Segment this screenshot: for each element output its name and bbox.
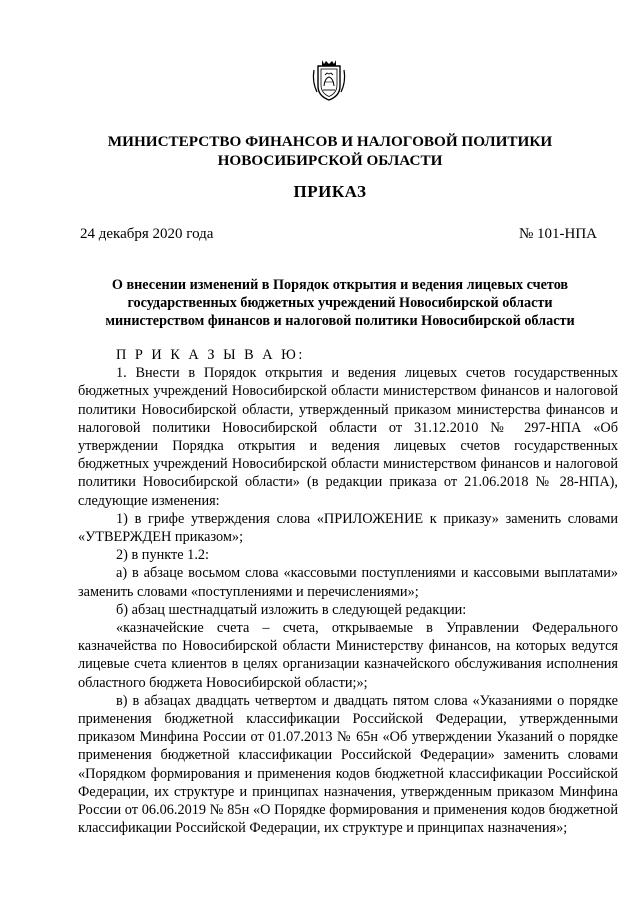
document-subject — [60, 276, 620, 330]
subject-line-1: О внесении изменений в Порядок открытия и ведения лицевых счетов — [111, 277, 569, 293]
subject-line-3: министерством финансов и налоговой политики Новосибирской области — [105, 313, 575, 329]
decree-word: П Р И К А З Ы В А Ю: — [116, 347, 305, 363]
paragraph-quoted-definition: «казначейские счета – счета, открываемые в Управлении Федерального казначейства по Новосибирской области Министерству финансов, на которых ведутся лицевые счета клиентов в целях организации казначейского обслуживания исполнения областного бюджета Новосибирской области;»; — [78, 620, 618, 691]
paragraph-item-1-2: 2) в пункте 1.2: — [116, 547, 210, 564]
document-date: 24 декабря 2020 года — [80, 226, 214, 242]
paragraph-item-1-1: 1) в грифе утверждения слова «ПРИЛОЖЕНИЕ к приказу» заменить словами «УТВЕРЖДЕН приказом»; — [78, 510, 618, 546]
ministry-name-line-2: НОВОСИБИРСКОЙ ОБЛАСТИ — [217, 152, 443, 169]
subject-line-2: государственных бюджетных учреждений Новосибирской области — [127, 295, 553, 311]
paragraph-item-1: 1. Внести в Порядок открытия и ведения лицевых счетов государственных бюджетных учреждений Новосибирской области министерством финансов и налоговой политики Новосибирской области, утвержденный приказом министерства финансов и налоговой политики Новосибирской области от 31.12.2010 № 297-НПА «Об утверждении Порядка открытия и ведения лицевых счетов государственных бюджетных учреждений Новосибирской области министерством финансов и налоговой политики Новосибирской области» (в редакции приказа от 21.06.2018 № 28-НПА), следующие изменения: — [78, 365, 618, 509]
document-number: № 101-НПА — [518, 226, 597, 242]
document-type-title: ПРИКАЗ — [293, 182, 367, 201]
document-body — [78, 346, 618, 837]
paragraph-item-1-2-b: б) абзац шестнадцатый изложить в следующей редакции: — [116, 601, 467, 618]
ministry-name — [60, 132, 600, 170]
ministry-name-line-1: МИНИСТЕРСТВО ФИНАНСОВ И НАЛОГОВОЙ ПОЛИТИКИ — [107, 133, 553, 150]
paragraph-item-1-2-a: а) в абзаце восьмом слова «кассовыми поступлениями и кассовыми выплатами» заменить словами «поступлениями и перечислениями»; — [78, 565, 618, 600]
paragraph-item-1-2-v: в) в абзацах двадцать четвертом и двадцать пятом слова «Указаниями о порядке применения бюджетной классификации Российской Федерации, утвержденными приказом Минфина России от 01.07.2013 № 65н «Об утверждении Указаний о порядке применения бюджетной классификации Российской Федерации» заменить словами «Порядком формирования и применения кодов бюджетной классификации Российской Федерации, их структуре и принципах назначения, утвержденным приказом Минфина России от 06.06.2019 № 85н «О Порядке формирования и применения кодов бюджетной классификации Российской Федерации, их структуре и принципах назначения»; — [78, 692, 618, 837]
coat-of-arms-emblem — [311, 58, 347, 102]
